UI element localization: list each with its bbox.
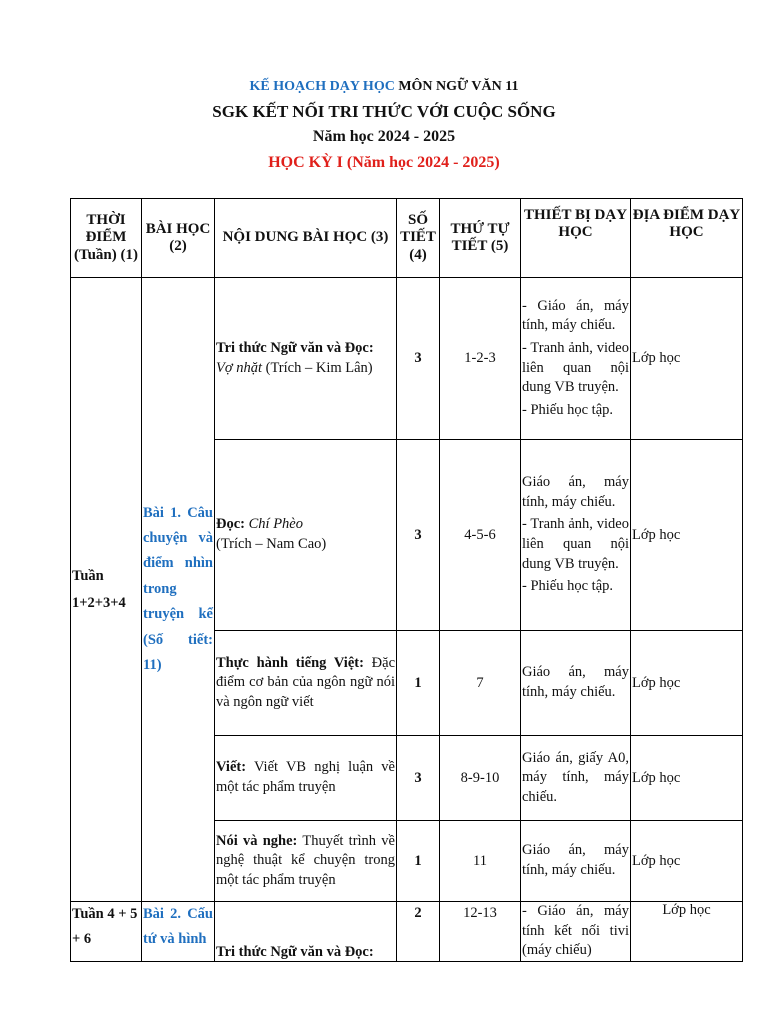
school-year: Năm học 2024 - 2025 — [312, 128, 456, 145]
textbook-title: SGK KẾT NỐI TRI THỨC VỚI CUỘC SỐNG — [212, 102, 556, 121]
week-cell: Tuần 4 + 5 + 6 — [71, 902, 142, 962]
periods-cell: 2 — [397, 902, 440, 962]
equipment-line: - Phiếu học tập. — [522, 578, 614, 595]
content-cell — [215, 821, 397, 902]
equipment-line: - Giáo án, máy tính, máy chiếu. — [522, 297, 629, 334]
content-text: Viết VB nghị luận về một tác phẩm truyện — [216, 759, 395, 795]
header-order: THỨ TỰ TIẾT (5) — [440, 199, 521, 278]
place-cell: Lớp học — [631, 821, 743, 902]
semester-title: HỌC KỲ I (Năm học 2024 - 2025) — [268, 154, 500, 171]
content-text: Đặc điểm cơ bản của ngôn ngữ nói và ngôn ngữ viết — [216, 654, 395, 710]
content-italic: Chí Phèo — [248, 516, 303, 533]
lesson-cell: Bài 2. Cấu tứ và hình — [142, 902, 215, 962]
place-cell: Lớp học — [631, 631, 743, 736]
equipment-line: - Giáo án, máy tính kết nối tivi (máy chiếu) — [522, 903, 629, 959]
header-equipment: THIẾT BỊ DẠY HỌC — [521, 199, 631, 278]
content-text: (Trích – Kim Lân) — [262, 359, 373, 376]
content-bold: Nói và nghe: — [216, 832, 298, 849]
equipment-cell — [521, 821, 631, 902]
plan-title-subject: MÔN NGỮ VĂN 11 — [394, 79, 519, 94]
equipment-line: - Tranh ảnh, video liên quan nội dung VB truyện. — [522, 339, 629, 396]
equipment-cell — [521, 631, 631, 736]
periods-cell: 3 — [397, 278, 440, 440]
order-cell: 12-13 — [440, 902, 521, 962]
equipment-cell — [521, 736, 631, 821]
order-cell: 4-5-6 — [440, 440, 521, 631]
content-bold: Tri thức Ngữ văn và Đọc: — [216, 944, 374, 960]
equipment-cell — [521, 440, 631, 631]
plan-title — [0, 79, 768, 95]
place-cell: Lớp học — [631, 278, 743, 440]
content-cell — [215, 736, 397, 821]
content-bold: Thực hành tiếng Việt: — [216, 654, 364, 671]
content-cell — [215, 440, 397, 631]
place-cell: Lớp học — [631, 736, 743, 821]
equipment-line: Giáo án, máy tính, máy chiếu. — [522, 474, 629, 510]
lesson-cell: Bài 1. Câu chuyện và điểm nhìn trong truyện kể (Số tiết: 11) — [142, 278, 215, 902]
content-italic: Vợ nhặt — [216, 359, 262, 376]
equipment-line: - Tranh ảnh, video liên quan nội dung VB truyện. — [522, 516, 629, 572]
header-place: ĐỊA ĐIỂM DẠY HỌC — [631, 199, 743, 278]
header-time: THỜI ĐIỂM (Tuần) (1) — [71, 199, 142, 278]
equipment-line: - Phiếu học tập. — [522, 401, 614, 418]
table-row — [71, 902, 743, 962]
lesson-plan-table — [70, 198, 743, 962]
content-text: Thuyết trình về nghệ thuật kể chuyện trong một tác phẩm truyện — [216, 832, 395, 888]
periods-cell: 3 — [397, 440, 440, 631]
content-cell — [215, 902, 397, 962]
order-cell: 11 — [440, 821, 521, 902]
equipment-line: Giáo án, máy tính, máy chiếu. — [522, 664, 629, 700]
table-header-row — [71, 199, 743, 278]
periods-cell: 1 — [397, 821, 440, 902]
periods-cell: 1 — [397, 631, 440, 736]
order-cell: 7 — [440, 631, 521, 736]
content-cell — [215, 631, 397, 736]
content-text: (Trích – Nam Cao) — [216, 536, 327, 552]
order-cell: 8-9-10 — [440, 736, 521, 821]
place-cell: Lớp học — [631, 440, 743, 631]
header-periods: SỐ TIẾT (4) — [397, 199, 440, 278]
equipment-line: Giáo án, giấy A0, máy tính, máy chiếu. — [522, 749, 629, 805]
content-cell — [215, 278, 397, 440]
table-row — [71, 278, 743, 440]
header-content: NỘI DUNG BÀI HỌC (3) — [215, 199, 397, 278]
week-cell: Tuần 1+2+3+4 — [71, 278, 142, 902]
content-bold: Viết: — [216, 759, 247, 776]
order-cell: 1-2-3 — [440, 278, 521, 440]
equipment-line: Giáo án, máy tính, máy chiếu. — [522, 842, 629, 878]
content-bold: Tri thức Ngữ văn và Đọc: — [216, 339, 374, 356]
place-cell: Lớp học — [631, 902, 743, 962]
periods-cell: 3 — [397, 736, 440, 821]
equipment-cell — [521, 278, 631, 440]
plan-title-blue: KẾ HOẠCH DẠY HỌC — [249, 79, 395, 94]
header-lesson: BÀI HỌC (2) — [142, 199, 215, 278]
equipment-cell — [521, 902, 631, 962]
content-bold: Đọc: — [216, 516, 245, 533]
